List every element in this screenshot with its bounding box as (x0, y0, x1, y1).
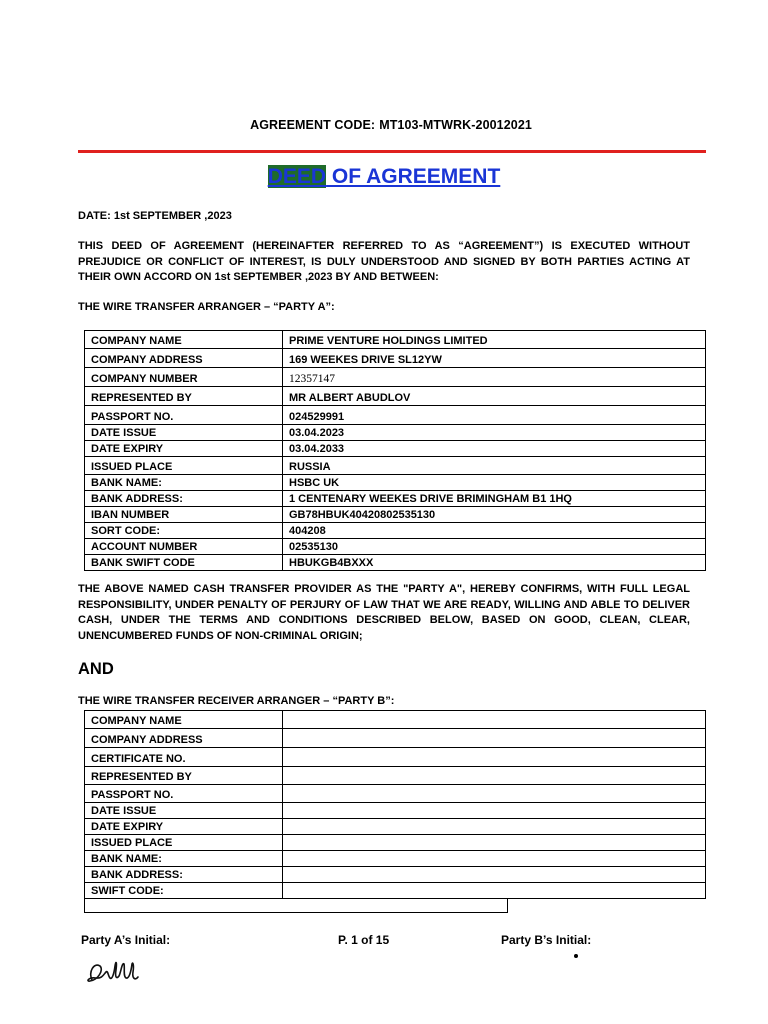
title-highlight: DEED (267, 165, 327, 188)
row-value[interactable] (283, 803, 706, 819)
row-value: HBUKGB4BXXX (283, 555, 706, 571)
row-value[interactable] (283, 867, 706, 883)
row-label: BANK NAME: (85, 851, 283, 867)
table-row (85, 883, 706, 899)
row-label: SWIFT CODE: (85, 883, 283, 899)
row-label: CERTIFICATE NO. (85, 748, 283, 767)
row-label: BANK ADDRESS: (85, 491, 283, 507)
agreement-code-label: AGREEMENT CODE: (250, 118, 376, 132)
page-number: P. 1 of 15 (338, 933, 390, 947)
intro-paragraph: THIS DEED OF AGREEMENT (HEREINAFTER REFERRED TO AS “AGREEMENT”) IS EXECUTED WITHOUT PREJUDICE OR CONFLICT OF INTEREST, IS DULY UNDERSTOOD AND SIGNED BY BOTH PARTIES ACTING AT THEIR OWN ACCORD ON 1st SEPTEMBER ,2023 BY AND BETWEEN: (78, 240, 690, 283)
row-value: 03.04.2033 (283, 441, 706, 457)
table-row (85, 425, 706, 441)
row-label: ISSUED PLACE (85, 457, 283, 475)
table-row (85, 729, 706, 748)
table-row (85, 491, 706, 507)
date-line: DATE: 1st SEPTEMBER ,2023 (78, 210, 232, 222)
row-value: 03.04.2023 (283, 425, 706, 441)
row-label: IBAN NUMBER (85, 507, 283, 523)
table-row (85, 387, 706, 406)
party-b-initial-label: Party B’s Initial: (501, 933, 592, 947)
row-label: DATE ISSUE (85, 425, 283, 441)
row-label: COMPANY NAME (85, 711, 283, 729)
table-row (85, 507, 706, 523)
row-label: DATE ISSUE (85, 803, 283, 819)
row-value[interactable] (283, 785, 706, 803)
row-label: BANK SWIFT CODE (85, 555, 283, 571)
table-row (85, 441, 706, 457)
row-label: ISSUED PLACE (85, 835, 283, 851)
row-label: PASSPORT NO. (85, 406, 283, 425)
row-label: COMPANY ADDRESS (85, 349, 283, 368)
row-label: COMPANY ADDRESS (85, 729, 283, 748)
row-value[interactable] (283, 748, 706, 767)
table-row (85, 803, 706, 819)
party-a-initial-label: Party A’s Initial: (81, 933, 171, 947)
table-row (85, 523, 706, 539)
row-value[interactable] (283, 729, 706, 748)
row-value: PRIME VENTURE HOLDINGS LIMITED (283, 331, 706, 349)
table-row (85, 331, 706, 349)
row-value: MR ALBERT ABUDLOV (283, 387, 706, 406)
row-value: 12357147 (283, 368, 706, 387)
table-row (85, 785, 706, 803)
table-row (85, 475, 706, 491)
page-title (0, 165, 768, 189)
table-row (85, 539, 706, 555)
row-value[interactable] (283, 835, 706, 851)
row-value: GB78HBUK40420802535130 (283, 507, 706, 523)
party-b-table (84, 710, 706, 899)
bullet-dot (574, 954, 578, 958)
table-row (85, 457, 706, 475)
table-row (85, 406, 706, 425)
table-row (85, 349, 706, 368)
table-row (85, 555, 706, 571)
row-label: DATE EXPIRY (85, 441, 283, 457)
agreement-code (0, 118, 768, 132)
table-row (85, 851, 706, 867)
row-value: HSBC UK (283, 475, 706, 491)
party-a-table (84, 330, 706, 571)
row-label: REPRESENTED BY (85, 387, 283, 406)
row-value: 169 WEEKES DRIVE SL12YW (283, 349, 706, 368)
table-row (85, 867, 706, 883)
row-label: PASSPORT NO. (85, 785, 283, 803)
table-row (85, 767, 706, 785)
row-label: SORT CODE: (85, 523, 283, 539)
confirmation-paragraph: THE ABOVE NAMED CASH TRANSFER PROVIDER AS THE "PARTY A", HEREBY CONFIRMS, WITH FULL LEGAL RESPONSIBILITY, UNDER PENALTY OF PERJURY OF LAW THAT WE ARE READY, WILLING AND ABLE TO DELIVER CASH, UNDER THE TERMS AND CONDITIONS DESCRIBED BELOW, BASED ON GOOD, CLEAN, CLEAR, UNENCUMBERED FUNDS OF NON-CRIMINAL ORIGIN; (78, 583, 690, 642)
blank-field-box (84, 898, 508, 913)
row-label: BANK NAME: (85, 475, 283, 491)
table-row (85, 748, 706, 767)
table-row (85, 368, 706, 387)
row-label: DATE EXPIRY (85, 819, 283, 835)
row-value[interactable] (283, 767, 706, 785)
row-value: 404208 (283, 523, 706, 539)
title-rest: OF AGREEMENT (326, 165, 501, 188)
row-label: BANK ADDRESS: (85, 867, 283, 883)
row-value: RUSSIA (283, 457, 706, 475)
row-label: ACCOUNT NUMBER (85, 539, 283, 555)
row-label: COMPANY NUMBER (85, 368, 283, 387)
row-value: 1 CENTENARY WEEKES DRIVE BRIMINGHAM B1 1HQ (283, 491, 706, 507)
header-divider (78, 150, 706, 153)
row-value[interactable] (283, 883, 706, 899)
agreement-code-value: MT103-MTWRK-20012021 (379, 118, 532, 132)
party-b-heading: THE WIRE TRANSFER RECEIVER ARRANGER – “PARTY B”: (78, 695, 395, 707)
party-a-signature-icon (84, 952, 146, 988)
table-row (85, 835, 706, 851)
table-row (85, 819, 706, 835)
and-heading: AND (78, 660, 114, 678)
row-label: REPRESENTED BY (85, 767, 283, 785)
row-value[interactable] (283, 851, 706, 867)
row-label: COMPANY NAME (85, 331, 283, 349)
row-value[interactable] (283, 711, 706, 729)
row-value[interactable] (283, 819, 706, 835)
table-row (85, 711, 706, 729)
row-value: 02535130 (283, 539, 706, 555)
party-a-heading: THE WIRE TRANSFER ARRANGER – “PARTY A”: (78, 301, 335, 313)
row-value: 024529991 (283, 406, 706, 425)
